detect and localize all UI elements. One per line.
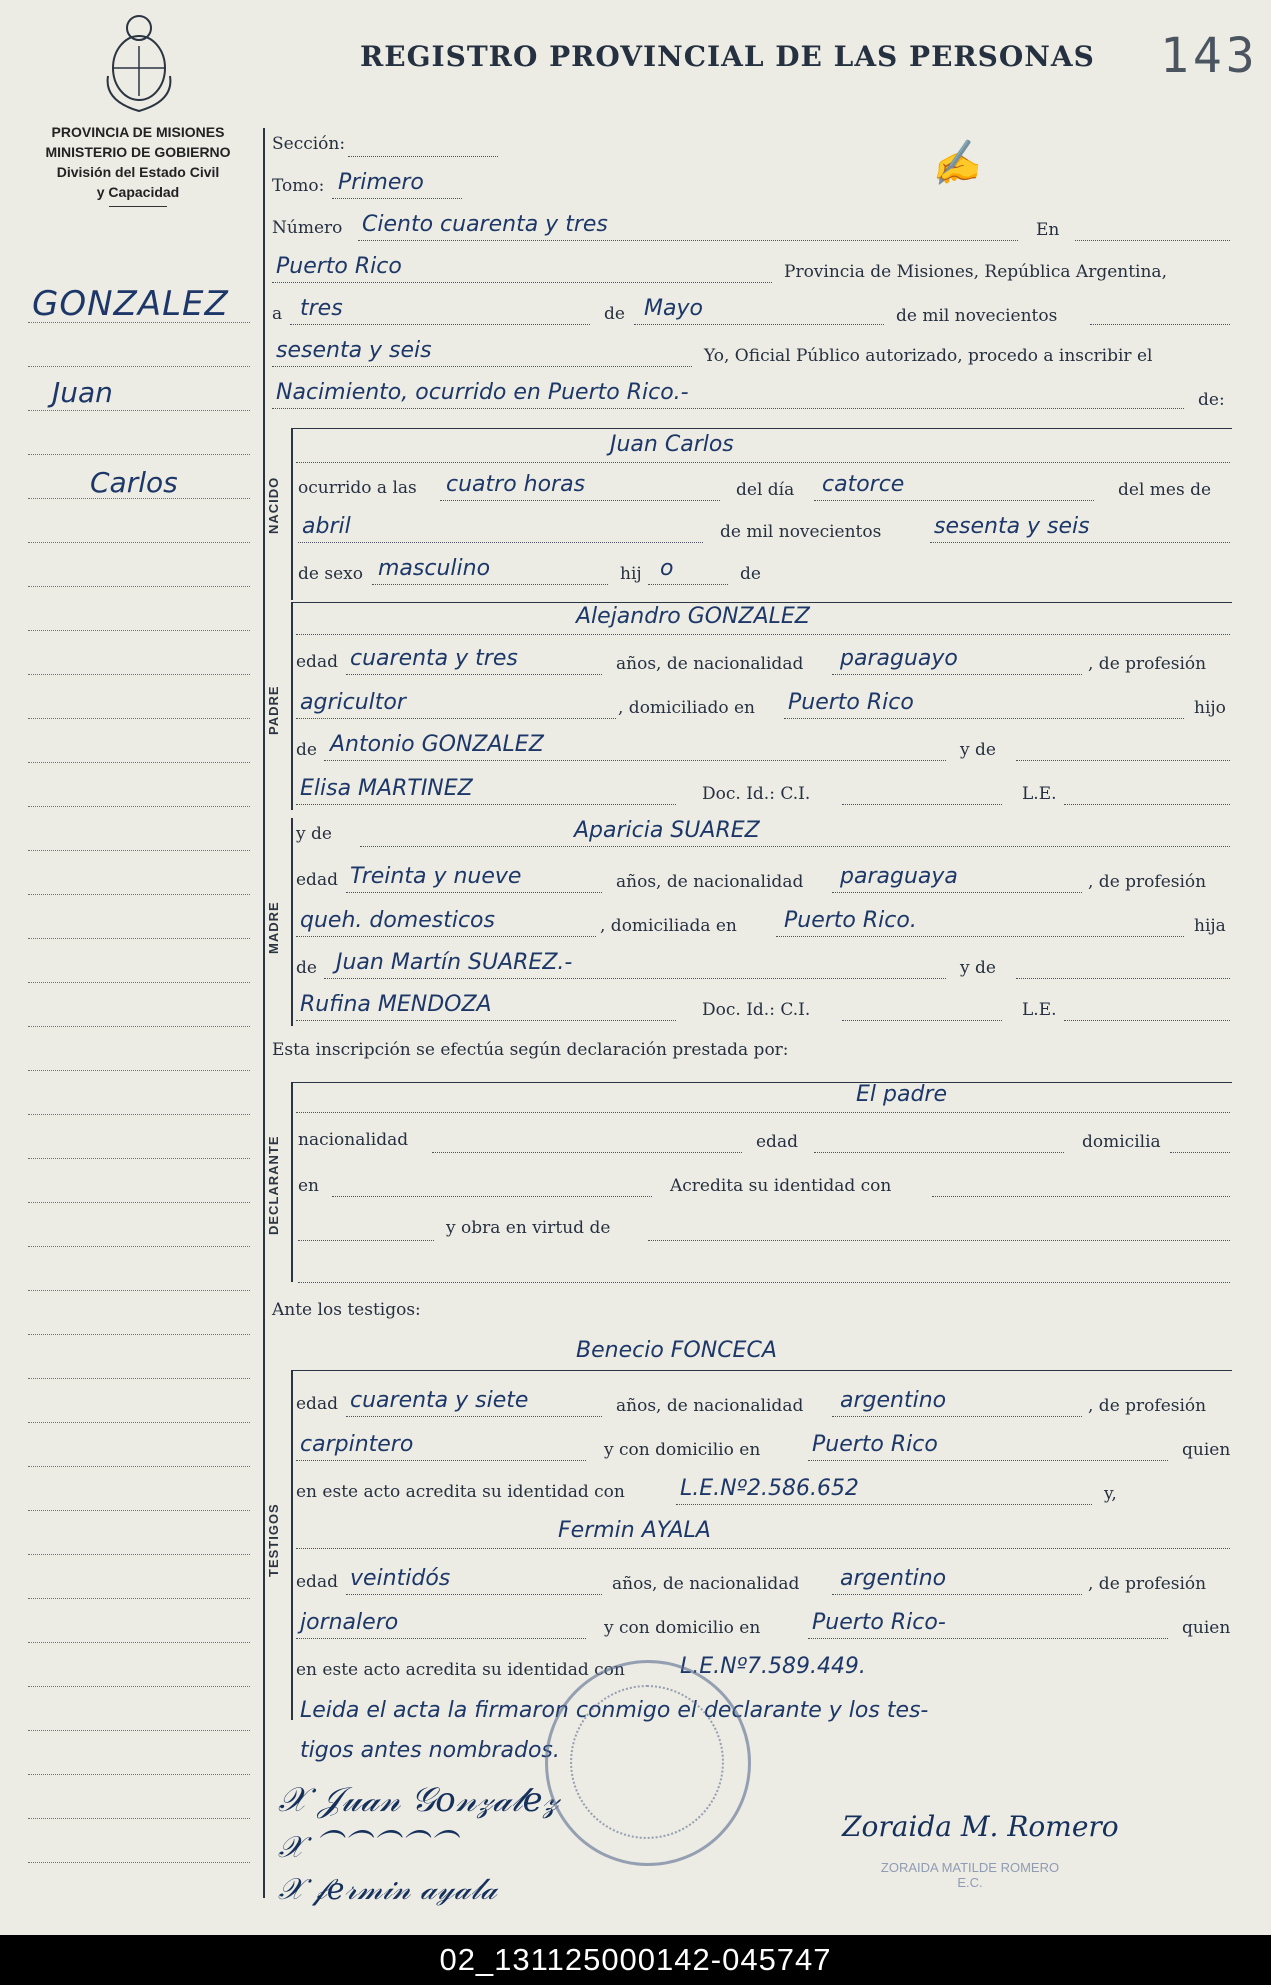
testigo2-profesion-value: jornalero (300, 1610, 399, 1635)
margin-ruled-line (28, 410, 250, 411)
margin-ruled-line (28, 1114, 250, 1115)
de-colon-label: de: (1198, 390, 1225, 410)
testigo2-edad-label: edad (296, 1572, 338, 1592)
officer-stamp-role: E.C. (957, 1875, 983, 1890)
numero-value: Ciento cuarenta y tres (362, 212, 608, 237)
declarante-extra-fill (298, 1282, 1230, 1283)
padre-le-fill (1064, 804, 1230, 805)
margin-ruled-line (28, 982, 250, 983)
margin-ruled-line (28, 850, 250, 851)
declarante-acredita-fill (932, 1196, 1230, 1197)
margin-ruled-line (28, 1686, 250, 1687)
en-label: En (1036, 220, 1060, 240)
office-division: División del Estado Civil (56, 164, 220, 180)
madre-madre-fill (296, 1020, 676, 1021)
fecha-mes-value: Mayo (644, 296, 703, 321)
footer-id-bar: 02_131125000142-045747 (0, 1935, 1271, 1985)
madre-nac-fill (832, 892, 1082, 893)
testigo2-domicilio-label: y con domicilio en (604, 1618, 761, 1638)
testigo2-acredita-label: en este acto acredita su identidad con (296, 1660, 625, 1680)
declarante-bracket (292, 1082, 1232, 1083)
madre-nombre-fill (360, 846, 1230, 847)
padre-edad-fill (346, 674, 602, 675)
madre-y-de-label: y de (296, 824, 332, 844)
testigo1-nacionalidad-value: argentino (840, 1388, 947, 1413)
margin-ruled-line (28, 1862, 250, 1863)
padre-doc-fill (842, 804, 1002, 805)
nacido-hij-value: o (660, 556, 674, 581)
ocurrido-label: ocurrido a las (298, 478, 417, 498)
document-title: REGISTRO PROVINCIAL DE LAS PERSONAS (360, 40, 1095, 73)
margin-ruled-line (28, 674, 250, 675)
sexo-label: de sexo (298, 564, 363, 584)
declarante-en-label: en (298, 1176, 320, 1196)
yo-label: Yo, Oficial Público autorizado, procedo a inscribir el (704, 346, 1153, 366)
margin-ruled-line (28, 1422, 250, 1423)
testigo2-prof-fill (296, 1638, 586, 1639)
official-seal (545, 1660, 751, 1866)
office-province: PROVINCIA DE MISIONES (51, 124, 225, 140)
padre-padre-value: Antonio GONZALEZ (330, 732, 544, 757)
padre-yde-fill (1016, 760, 1230, 761)
mil-fill (1090, 324, 1230, 325)
testigo2-profesion-label: , de profesión (1088, 1574, 1207, 1594)
declarante-nombre-fill (296, 1112, 1230, 1113)
padre-doc-label: Doc. Id.: C.I. (702, 784, 811, 804)
testigo1-doc-fill (676, 1504, 1092, 1505)
nacido-section-label: NACIDO (266, 476, 281, 534)
margin-ruled-line (28, 806, 250, 807)
seccion-label: Sección: (272, 134, 346, 154)
testigo2-dom-fill (808, 1638, 1168, 1639)
margin-name-1: Juan (52, 376, 113, 409)
madre-le-fill (1064, 1020, 1230, 1021)
declarante-nac-fill (432, 1152, 742, 1153)
padre-prof-fill (296, 718, 616, 719)
margin-ruled-line (28, 1466, 250, 1467)
padre-domicilio-label: , domiciliado en (618, 698, 755, 718)
declarante-edad-label: edad (756, 1132, 798, 1152)
acto-fill (272, 408, 1184, 409)
margin-ruled-line (28, 762, 250, 763)
margin-ruled-line (28, 454, 250, 455)
declarante-obra-fill (648, 1240, 1230, 1241)
fecha-anio-value: sesenta y seis (276, 338, 432, 363)
anio-nac-fill (930, 542, 1230, 543)
madre-padre-fill (324, 978, 946, 979)
margin-ruled-line (28, 586, 250, 587)
official-seal-inner-ring (570, 1685, 724, 1839)
witness-2-signature: 𝒳 𝒻𝑒𝓇𝓂𝒾𝓃 𝒶𝓎𝒶𝓁𝒶 (278, 1872, 497, 1907)
margin-ruled-line (28, 1774, 250, 1775)
closing-line-2: tigos antes nombrados. (300, 1738, 560, 1763)
hora-fill (440, 500, 720, 501)
office-ministry: MINISTERIO DE GOBIERNO (45, 144, 231, 160)
padre-nacionalidad-value: paraguayo (840, 646, 958, 671)
margin-ruled-line (28, 1730, 250, 1731)
madre-edad-value: Treinta y nueve (350, 864, 522, 889)
sexo-fill (372, 584, 608, 585)
madre-padre-value: Juan Martín SUAREZ.- (336, 950, 573, 975)
testigo1-dom-fill (808, 1460, 1168, 1461)
office-heading (22, 122, 254, 207)
margin-ruled-line (28, 1334, 250, 1335)
padre-profesion-value: agricultor (300, 690, 406, 715)
a-label: a (272, 304, 283, 324)
testigo1-profesion-value: carpintero (300, 1432, 414, 1457)
tomo-label: Tomo: (272, 176, 325, 196)
officer-stamp (820, 1860, 1120, 1920)
padre-edad-label: edad (296, 652, 338, 672)
margin-divider (263, 128, 265, 1898)
tomo-fill (332, 198, 462, 199)
closing-line-1: Leida el acta la firmaron conmigo el declarante y los tes- (300, 1698, 929, 1723)
declarante-nacionalidad-label: nacionalidad (298, 1130, 409, 1150)
madre-madre-value: Rufina MENDOZA (300, 992, 492, 1017)
margin-ruled-line (28, 1070, 250, 1071)
nacido-anio-value: sesenta y seis (934, 514, 1090, 539)
testigos-bracket (292, 1370, 1232, 1371)
margin-ruled-line (28, 1598, 250, 1599)
declarante-obra-label: y obra en virtud de (446, 1218, 611, 1238)
margin-ruled-line (28, 1246, 250, 1247)
declarante-domicilia-label: domicilia (1082, 1132, 1161, 1152)
padre-dom-fill (784, 718, 1184, 719)
officer-stamp-name: ZORAIDA MATILDE ROMERO (880, 1860, 1060, 1875)
mil-novecientos-label: de mil novecientos (896, 306, 1058, 326)
padre-bracket (292, 602, 1232, 603)
declarante-domicilia-fill (1170, 1152, 1230, 1153)
numero-label: Número (272, 218, 343, 238)
nacido-mil-label: de mil novecientos (720, 522, 882, 542)
margin-name-2: Carlos (90, 466, 178, 499)
declarante-edad-fill (814, 1152, 1064, 1153)
declarante-obra-pre-fill (298, 1240, 434, 1241)
madre-domicilio-value: Puerto Rico. (784, 908, 917, 933)
padre-nombre: Alejandro GONZALEZ (576, 604, 810, 629)
margin-ruled-line (28, 1158, 250, 1159)
fecha-dia-value: tres (300, 296, 343, 321)
padre-y-de-label: y de (960, 740, 996, 760)
seccion-fill (348, 156, 498, 157)
declarante-nombre: El padre (856, 1082, 947, 1107)
testigo1-anios-label: años, de nacionalidad (616, 1396, 804, 1416)
margin-ruled-line (28, 1026, 250, 1027)
dia-nac-fill (814, 500, 1094, 501)
lugar-value: Puerto Rico (276, 254, 402, 279)
office-capacity: y Capacidad (96, 184, 180, 200)
madre-nacionalidad-value: paraguaya (840, 864, 958, 889)
padre-section-label: PADRE (266, 685, 281, 735)
testigo1-domicilio-value: Puerto Rico (812, 1432, 938, 1457)
testigo2-nac-fill (832, 1594, 1082, 1595)
nacido-dia-value: catorce (822, 472, 905, 497)
margin-ruled-line (28, 1378, 250, 1379)
margin-ruled-line (28, 1202, 250, 1203)
margin-ruled-line (28, 542, 250, 543)
madre-le-label: L.E. (1022, 1000, 1057, 1020)
office-rule (109, 206, 167, 207)
testigo1-edad-fill (346, 1416, 602, 1417)
margin-ruled-line (28, 894, 250, 895)
declarante-acredita-label: Acredita su identidad con (670, 1176, 892, 1196)
testigo1-domicilio-label: y con domicilio en (604, 1440, 761, 1460)
padre-domicilio-value: Puerto Rico (788, 690, 914, 715)
margin-ruled-line (28, 1510, 250, 1511)
nacido-nombre: Juan Carlos (610, 432, 734, 457)
registrar-signature: ✍ (926, 137, 984, 191)
en-fill (1075, 240, 1230, 241)
nacido-sexo-value: masculino (378, 556, 491, 581)
testigo2-nombre: Fermin AYALA (558, 1518, 711, 1543)
madre-doc-label: Doc. Id.: C.I. (702, 1000, 811, 1020)
padre-le-label: L.E. (1022, 784, 1057, 804)
margin-ruled-line (28, 938, 250, 939)
anio-fill (272, 366, 692, 367)
numero-fill (358, 240, 1018, 241)
declarante-intro: Esta inscripción se efectúa según declaración prestada por: (272, 1040, 789, 1060)
declarante-en-fill (332, 1196, 652, 1197)
declarant-signature: 𝒳 𝒥𝓊𝒶𝓃 𝒢𝑜𝓃𝓏𝒶𝓁𝑒𝓏 (278, 1780, 559, 1820)
mes-fill (634, 324, 884, 325)
madre-edad-fill (346, 892, 602, 893)
testigo1-prof-fill (296, 1460, 586, 1461)
nacido-bracket (292, 428, 1232, 429)
testigo1-nombre: Benecio FONCECA (576, 1338, 777, 1363)
madre-nombre: Aparicia SUAREZ (574, 818, 760, 843)
hij-label: hij (620, 564, 642, 584)
madre-yde-fill (1016, 978, 1230, 979)
madre-profesion-value: queh. domesticos (300, 908, 495, 933)
testigo2-edad-fill (346, 1594, 602, 1595)
provincia-label: Provincia de Misiones, República Argentina, (784, 262, 1167, 282)
testigos-intro: Ante los testigos: (272, 1300, 421, 1320)
dia-fill (290, 324, 590, 325)
testigo1-doc-value: L.E.Nº2.586.652 (680, 1476, 859, 1501)
testigo1-y-label: y, (1104, 1484, 1117, 1504)
tomo-value: Primero (338, 170, 424, 195)
padre-madre-value: Elisa MARTINEZ (300, 776, 473, 801)
margin-ruled-line (28, 1642, 250, 1643)
testigo2-domicilio-value: Puerto Rico- (812, 1610, 946, 1635)
lugar-fill (272, 282, 772, 283)
testigo2-anios-label: años, de nacionalidad (612, 1574, 800, 1594)
padre-de-label: de (296, 740, 317, 760)
padre-nombre-fill (296, 634, 1230, 635)
madre-section-label: MADRE (266, 901, 281, 955)
madre-doc-fill (842, 1020, 1002, 1021)
declarante-section-label: DECLARANTE (266, 1135, 281, 1235)
testigo1-quien-label: quien (1182, 1440, 1231, 1460)
madre-profesion-label: , de profesión (1088, 872, 1207, 892)
nacido-nombre-fill (296, 462, 1230, 463)
del-dia-label: del día (736, 480, 795, 500)
officer-signature: Zoraida M. Romero (842, 1810, 1119, 1843)
mes-nac-fill (298, 542, 703, 543)
margin-ruled-line (28, 1818, 250, 1819)
acto-value: Nacimiento, ocurrido en Puerto Rico.- (276, 380, 689, 405)
national-crest-icon (100, 6, 178, 116)
testigo2-doc-value: L.E.Nº7.589.449. (680, 1654, 866, 1679)
del-mes-label: del mes de (1118, 480, 1212, 500)
testigo2-nacionalidad-value: argentino (840, 1566, 947, 1591)
margin-ruled-line (28, 1554, 250, 1555)
margin-surname: GONZALEZ (32, 284, 229, 324)
madre-prof-fill (296, 936, 596, 937)
testigo1-profesion-label: , de profesión (1088, 1396, 1207, 1416)
hij-fill (648, 584, 728, 585)
nacido-hora-value: cuatro horas (446, 472, 586, 497)
madre-de-label: de (296, 958, 317, 978)
testigos-section-label: TESTIGOS (266, 1503, 281, 1577)
de-label: de (604, 304, 625, 324)
padre-anios-label: años, de nacionalidad (616, 654, 804, 674)
margin-ruled-line (28, 718, 250, 719)
margin-ruled-line (28, 630, 250, 631)
nacido-mes-value: abril (302, 514, 351, 539)
padre-hijo-label: hijo (1194, 698, 1226, 718)
margin-ruled-line (28, 366, 250, 367)
madre-domicilio-label: , domiciliada en (600, 916, 737, 936)
padre-padre-fill (324, 760, 946, 761)
madre-y-de2-label: y de (960, 958, 996, 978)
madre-edad-label: edad (296, 870, 338, 890)
witness-1-signature: 𝒳 ⁀⁀⁀⁀⁀ (278, 1830, 457, 1865)
madre-hija-label: hija (1194, 916, 1226, 936)
testigo1-nac-fill (832, 1416, 1082, 1417)
testigo2-quien-label: quien (1182, 1618, 1231, 1638)
testigo2-nombre-fill (296, 1548, 1230, 1549)
madre-dom-fill (776, 936, 1184, 937)
testigo2-edad-value: veintidós (350, 1566, 451, 1591)
padre-nac-fill (832, 674, 1082, 675)
nacido-de-label: de (740, 564, 761, 584)
padre-profesion-label: , de profesión (1088, 654, 1207, 674)
margin-ruled-line (28, 1290, 250, 1291)
testigo1-acredita-label: en este acto acredita su identidad con (296, 1482, 625, 1502)
testigo1-edad-label: edad (296, 1394, 338, 1414)
testigo1-edad-value: cuarenta y siete (350, 1388, 529, 1413)
padre-edad-value: cuarenta y tres (350, 646, 518, 671)
madre-anios-label: años, de nacionalidad (616, 872, 804, 892)
padre-madre-fill (296, 804, 676, 805)
page-number: 143 (1160, 28, 1259, 84)
